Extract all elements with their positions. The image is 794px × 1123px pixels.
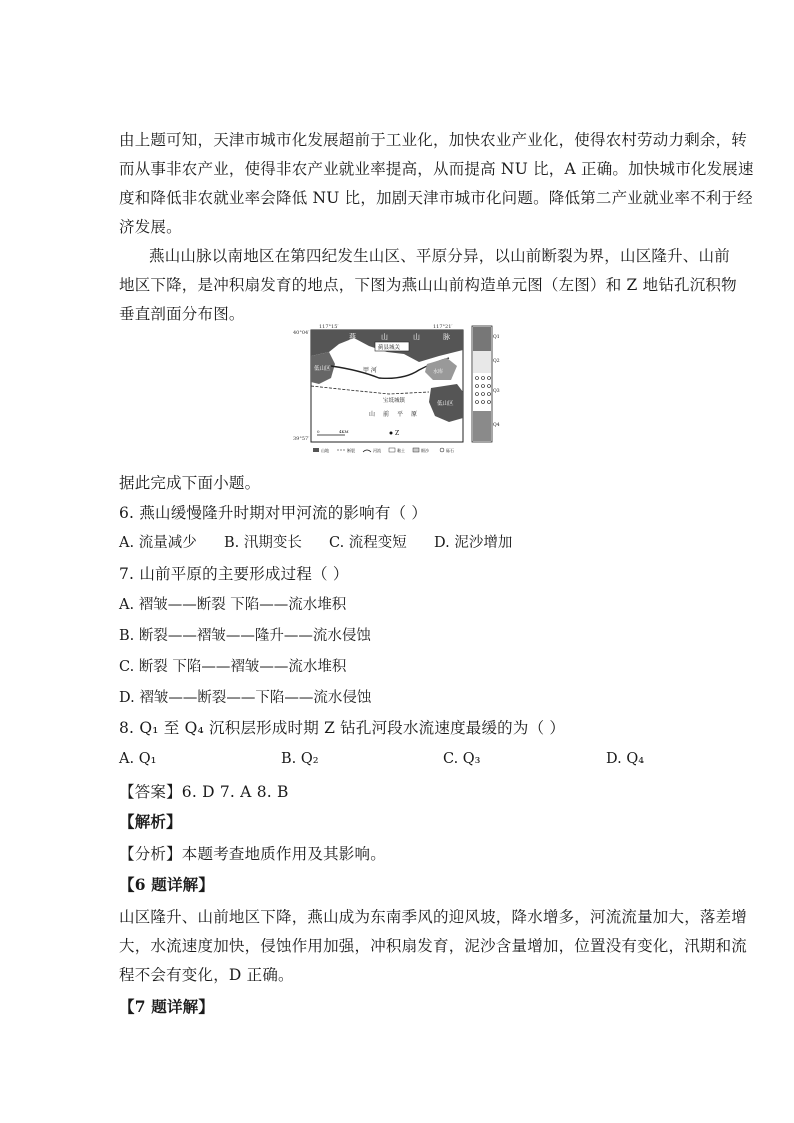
- q6-detail-line-2: 大，水流速度加快，侵蚀作用加强，冲积扇发育，泥沙含量增加，位置没有变化，汛期和流: [119, 937, 748, 955]
- svg-text:河流: 河流: [373, 448, 381, 453]
- q6-detail-heading: 【6 题详解】: [119, 875, 215, 894]
- paragraph1-line-1: 由上题可知，天津市城市化发展超前于工业化，加快农业产业化，使得农村劳动力剩余，转: [119, 131, 748, 149]
- q7-option-a: A. 褶皱——断裂 下陷——流水堆积: [119, 597, 347, 613]
- q6-option-a: A. 流量减少: [119, 535, 197, 551]
- q7-option-b: B. 断裂——褶皱——隆升——流水侵蚀: [119, 628, 371, 644]
- layer-q1-label: Q1: [493, 335, 500, 340]
- svg-text:细沙: 细沙: [421, 448, 429, 453]
- q8-option-c: C. Q₃: [443, 751, 481, 767]
- coord-top-left: 117°15′: [319, 324, 339, 330]
- q6-option-c: C. 流程变短: [329, 535, 407, 551]
- q8-option-d: D. Q₄: [606, 751, 645, 767]
- q8-option-a: A. Q₁: [119, 751, 157, 767]
- layer-q3-label: Q3: [493, 389, 500, 394]
- map-svg: [293, 322, 500, 458]
- plain-char-1: 山: [369, 411, 376, 418]
- layer-q2-fill: [473, 351, 491, 373]
- q8-option-b: B. Q₂: [281, 751, 319, 767]
- mountain-char-4: 脉: [443, 333, 450, 341]
- mountain-char-2: 山: [381, 333, 388, 341]
- analysis-heading: 【解析】: [119, 812, 182, 831]
- layer-q1-fill: [473, 327, 491, 351]
- paragraph1-line-2: 而从事非农产业，使得非农产业就业率提高，从而提高 NU 比，A 正确。加快城市化发展速: [119, 160, 754, 178]
- answer-line: 【答案】6. D 7. A 8. B: [119, 783, 289, 801]
- tectonic-map-figure: [293, 322, 500, 458]
- svg-text:黏土: 黏土: [397, 448, 405, 453]
- coord-top-right: 117°21′: [433, 324, 453, 330]
- q6-detail-line-3: 程不会有变化，D 正确。: [119, 966, 294, 984]
- q6-option-d: D. 泥沙增加: [434, 535, 513, 551]
- reservoir-label: 水库: [433, 369, 444, 375]
- coord-lat-bottom: 39°57′: [293, 436, 310, 442]
- town-south-label: 宝坻城镇: [383, 398, 406, 404]
- intro-text: 据此完成下面小题。: [119, 474, 261, 492]
- mountain-char-3: 山: [413, 333, 420, 341]
- scale-label: 4KM: [339, 429, 349, 434]
- q6-detail-line-1: 山区隆升、山前地区下降，燕山成为东南季风的迎风坡，降水增多，河流流量加大，落差增: [119, 908, 748, 926]
- q7-option-c: C. 断裂 下陷——褶皱——流水堆积: [119, 659, 347, 675]
- coord-lat-top: 40°04′: [293, 330, 310, 336]
- q6-stem: 6. 燕山缓慢隆升时期对甲河流的影响有（ ）: [119, 504, 428, 522]
- q8-stem: 8. Q₁ 至 Q₄ 沉积层形成时期 Z 钻孔河段水流速度最缓的为（ ）: [119, 719, 566, 737]
- point-z-marker: [390, 432, 393, 435]
- paragraph2-line-1: 燕山山脉以南地区在第四纪发生山区、平原分异，以山前断裂为界，山区隆升、山前: [149, 247, 730, 265]
- point-z-label: Z: [395, 430, 400, 437]
- plain-char-4: 原: [411, 411, 418, 418]
- mountain-right-label: 低山区: [437, 401, 454, 407]
- mountain-left-label: 低山区: [314, 366, 331, 372]
- svg-text:山地: 山地: [321, 448, 329, 453]
- plain-char-3: 平: [397, 411, 404, 418]
- paragraph2-line-3: 垂直剖面分布图。: [119, 305, 245, 323]
- paragraph1-line-3: 度和降低非农就业率会降低 NU 比，加剧天津市城市化问题。降低第二产业就业率不利于经: [119, 189, 753, 207]
- q7-option-d: D. 褶皱——断裂——下陷——流水侵蚀: [119, 690, 372, 706]
- river-label: 甲 河: [363, 367, 377, 374]
- paragraph1-line-4: 济发展。: [119, 218, 182, 236]
- layer-q4-label: Q4: [493, 423, 500, 428]
- q7-stem: 7. 山前平原的主要形成过程（ ）: [119, 565, 349, 583]
- map-legend: [313, 447, 454, 453]
- svg-text:断裂: 断裂: [347, 448, 355, 453]
- mountain-char-1: 燕: [349, 333, 356, 341]
- layer-q4-fill: [473, 411, 491, 441]
- q7-detail-heading: 【7 题详解】: [119, 997, 215, 1016]
- paragraph2-line-2: 地区下降，是冲积扇发育的地点，下图为燕山山前构造单元图（左图）和 Z 地钻孔沉积物: [119, 276, 737, 294]
- svg-text:砾石: 砾石: [446, 448, 454, 453]
- plain-char-2: 前: [383, 411, 390, 418]
- analysis-summary: 【分析】本题考查地质作用及其影响。: [119, 845, 386, 863]
- svg-text:0: 0: [317, 429, 320, 434]
- q6-option-b: B. 汛期变长: [224, 535, 302, 551]
- layer-q2-label: Q2: [493, 359, 500, 364]
- town-north-label: 蓟县城关: [378, 345, 401, 351]
